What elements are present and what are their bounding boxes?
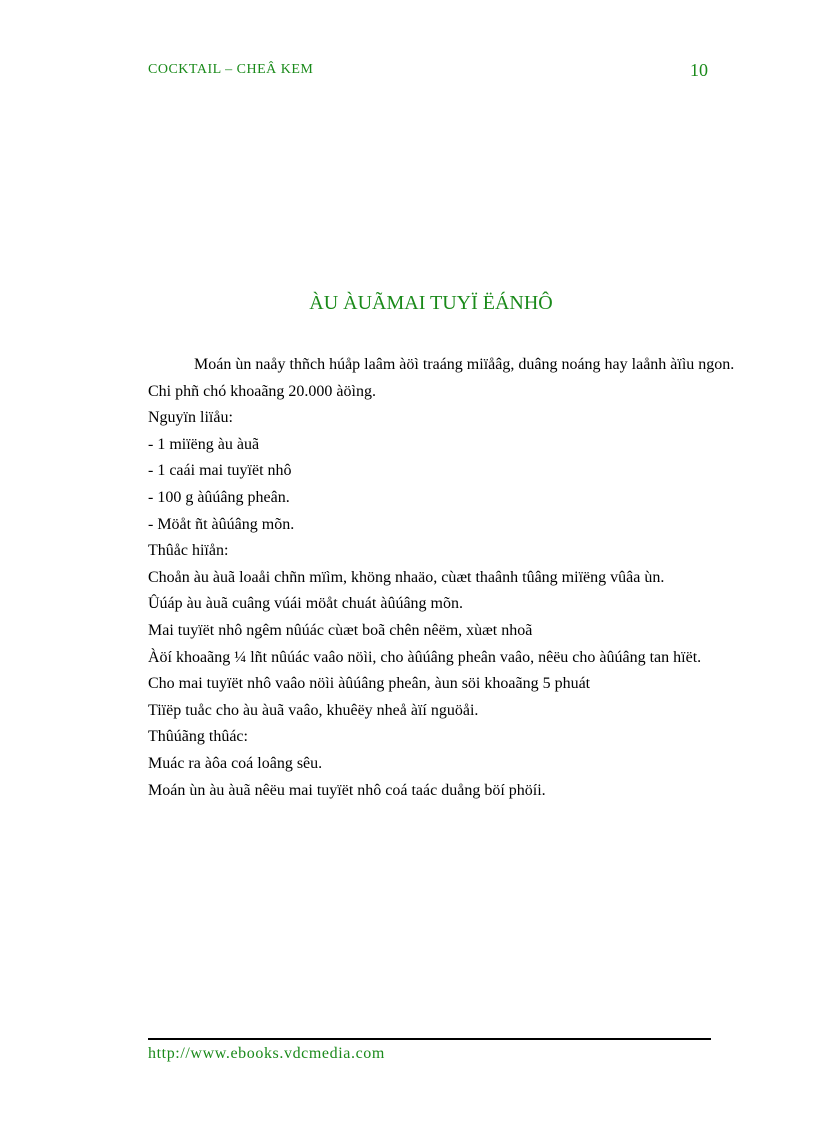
ingredient-item: - Möåt ñt àûúâng mõn. (148, 515, 295, 533)
footer-divider (148, 1038, 711, 1040)
serving-line: Muác ra àôa coá loâng sêu. (148, 754, 323, 772)
method-step: Ûúáp àu àuã cuâng vúái möåt chuát àûúâng mõn. (148, 595, 463, 613)
serving-line: Moán ùn àu àuã nêëu mai tuyïët nhô coá taác duång böí phöíi. (148, 781, 546, 799)
footer-url-link[interactable]: http://www.ebooks.vdcmedia.com (148, 1045, 385, 1062)
page-number: 10 (690, 60, 708, 80)
recipe-body (148, 352, 735, 804)
ingredient-item: - 1 miïëng àu àuã (148, 435, 260, 453)
intro-paragraph-line: Chi phñ chó khoaãng 20.000 àöìng. (148, 382, 376, 400)
intro-paragraph-line: Moán ùn naåy thñch húåp laâm àöì traáng miïåâg, duâng noáng hay laånh àïìu ngon. (194, 356, 735, 373)
method-step: Choån àu àuã loaåi chñn mïìm, khöng nhaäo, cùæt thaânh tûâng miïëng vûâa ùn. (148, 568, 665, 586)
method-step: Àöí khoaãng ¼ lñt nûúác vaâo nöìi, cho àûúâng pheân vaâo, nêëu cho àûúâng tan hïët. (148, 648, 702, 666)
ingredients-heading: Nguyïn liïåu: (148, 409, 233, 427)
method-step: Tiïëp tuåc cho àu àuã vaâo, khuêëy nheå àïí nguöåi. (148, 701, 479, 719)
running-title: COCKTAIL – CHEÂ KEM (148, 62, 314, 77)
recipe-title: ÀU ÀUÃMAI TUYÏ ËÁNHÔ (309, 292, 553, 314)
method-step: Cho mai tuyïët nhô vaâo nöìi àûúâng pheân, àun söi khoaãng 5 phuát (148, 675, 591, 693)
method-step: Mai tuyïët nhô ngêm nûúác cùæt boã chên nêëm, xùæt nhoã (148, 621, 533, 639)
serving-heading: Thûúãng thûác: (148, 728, 248, 746)
method-heading: Thûåc hiïån: (148, 542, 229, 560)
ingredient-item: - 100 g àûúâng pheân. (148, 488, 290, 506)
ingredient-item: - 1 caái mai tuyïët nhô (148, 462, 292, 480)
